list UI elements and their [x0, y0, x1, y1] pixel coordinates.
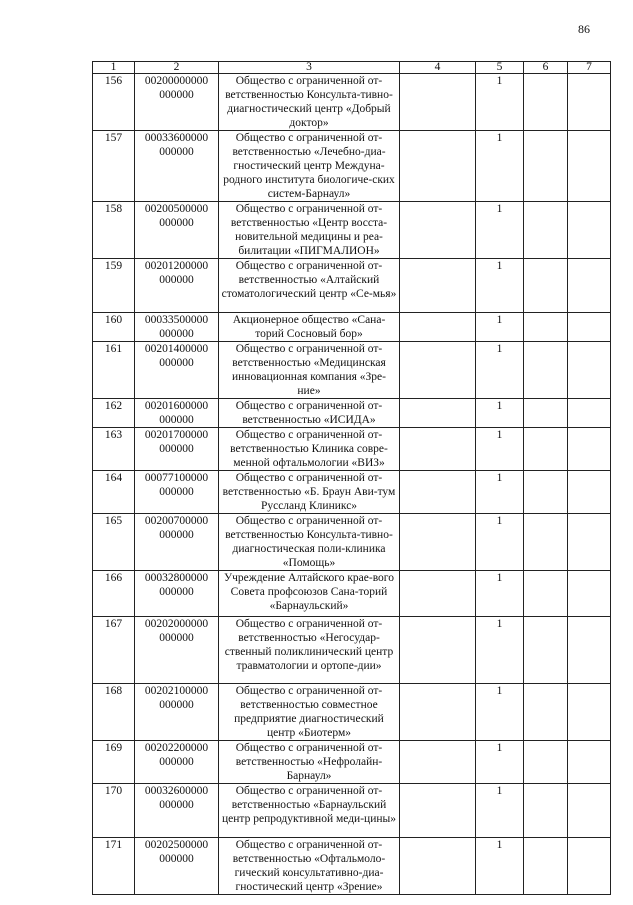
row-code: 00201600000 000000	[135, 399, 219, 428]
row-col5: 1	[476, 838, 524, 895]
row-col7	[568, 399, 611, 428]
table-row	[93, 259, 611, 313]
row-code: 00201200000 000000	[135, 259, 219, 313]
row-number: 164	[93, 471, 135, 514]
table-row	[93, 684, 611, 741]
row-number: 170	[93, 784, 135, 838]
row-number: 163	[93, 428, 135, 471]
row-col6	[524, 399, 568, 428]
header-row	[93, 62, 611, 74]
row-number: 167	[93, 617, 135, 684]
row-col7	[568, 514, 611, 571]
row-col4	[400, 784, 476, 838]
row-organization-name: Общество с ограниченной от-ветственностью «Барнаульский центр репродуктивной меди-цины»	[219, 784, 400, 838]
row-col7	[568, 202, 611, 259]
row-col4	[400, 684, 476, 741]
row-col5: 1	[476, 399, 524, 428]
row-col6	[524, 313, 568, 342]
row-organization-name: Общество с ограниченной от-ветственностью «Лечебно-диа-гностический центр Междуна-родного института биологиче-ских систем-Барнаул»	[219, 131, 400, 202]
row-col6	[524, 202, 568, 259]
row-col5: 1	[476, 471, 524, 514]
row-organization-name: Общество с ограниченной от-ветственностью «Центр восста-новительной медицины и реа-билитации «ПИГМАЛИОН»	[219, 202, 400, 259]
row-col4	[400, 741, 476, 784]
row-col4	[400, 202, 476, 259]
row-col7	[568, 617, 611, 684]
row-organization-name: Акционерное общество «Сана-торий Сосновый бор»	[219, 313, 400, 342]
row-col7	[568, 684, 611, 741]
row-col4	[400, 514, 476, 571]
table-row	[93, 313, 611, 342]
row-code: 00033500000 000000	[135, 313, 219, 342]
table-row	[93, 741, 611, 784]
row-col7	[568, 784, 611, 838]
row-code: 00202500000 000000	[135, 838, 219, 895]
row-col4	[400, 428, 476, 471]
row-code: 00201400000 000000	[135, 342, 219, 399]
row-code: 00202100000 000000	[135, 684, 219, 741]
column-header: 6	[524, 62, 568, 74]
row-col4	[400, 74, 476, 131]
row-col5: 1	[476, 259, 524, 313]
row-col5: 1	[476, 428, 524, 471]
table-row	[93, 571, 611, 617]
row-col5: 1	[476, 571, 524, 617]
row-col4	[400, 617, 476, 684]
row-number: 171	[93, 838, 135, 895]
row-col7	[568, 74, 611, 131]
row-number: 161	[93, 342, 135, 399]
row-col6	[524, 684, 568, 741]
row-col4	[400, 313, 476, 342]
row-col4	[400, 131, 476, 202]
row-code: 00201700000 000000	[135, 428, 219, 471]
row-col6	[524, 342, 568, 399]
row-col6	[524, 838, 568, 895]
table-row	[93, 784, 611, 838]
row-organization-name: Общество с ограниченной от-ветственностью «Медицинская инновационная компания «Зре-ние»	[219, 342, 400, 399]
row-number: 160	[93, 313, 135, 342]
row-organization-name: Общество с ограниченной от-ветственностью «Б. Браун Ави-тум Руссланд Клиникс»	[219, 471, 400, 514]
column-header: 4	[400, 62, 476, 74]
row-col4	[400, 838, 476, 895]
row-col5: 1	[476, 342, 524, 399]
row-col6	[524, 131, 568, 202]
row-organization-name: Общество с ограниченной от-ветственностью Консульта-тивно-диагностический центр «Добрый доктор»	[219, 74, 400, 131]
row-organization-name: Общество с ограниченной от-ветственностью «ИСИДА»	[219, 399, 400, 428]
row-code: 00200500000 000000	[135, 202, 219, 259]
row-number: 157	[93, 131, 135, 202]
row-col6	[524, 514, 568, 571]
row-organization-name: Общество с ограниченной от-ветственностью Клиника совре-менной офтальмологии «ВИЗ»	[219, 428, 400, 471]
table-row	[93, 617, 611, 684]
row-col5: 1	[476, 514, 524, 571]
row-organization-name: Общество с ограниченной от-ветственностью «Негосудар-ственный поликлинический центр травматологии и ортопе-дии»	[219, 617, 400, 684]
column-header: 7	[568, 62, 611, 74]
table-row	[93, 131, 611, 202]
row-col6	[524, 571, 568, 617]
row-col4	[400, 259, 476, 313]
row-number: 156	[93, 74, 135, 131]
table-row	[93, 74, 611, 131]
row-col5: 1	[476, 131, 524, 202]
table-row	[93, 202, 611, 259]
row-number: 166	[93, 571, 135, 617]
row-number: 158	[93, 202, 135, 259]
row-col7	[568, 838, 611, 895]
organizations-table	[92, 61, 611, 895]
row-col7	[568, 131, 611, 202]
row-col4	[400, 399, 476, 428]
row-organization-name: Общество с ограниченной от-ветственностью «Офтальмоло-гический консультативно-диа-гностический центр «Зрение»	[219, 838, 400, 895]
row-col5: 1	[476, 202, 524, 259]
row-col4	[400, 571, 476, 617]
table-row	[93, 342, 611, 399]
row-code: 00202200000 000000	[135, 741, 219, 784]
row-code: 00200000000 000000	[135, 74, 219, 131]
row-code: 00202000000 000000	[135, 617, 219, 684]
row-number: 162	[93, 399, 135, 428]
row-number: 165	[93, 514, 135, 571]
row-number: 159	[93, 259, 135, 313]
row-col7	[568, 571, 611, 617]
row-code: 00200700000 000000	[135, 514, 219, 571]
row-col5: 1	[476, 74, 524, 131]
row-col7	[568, 342, 611, 399]
column-header: 5	[476, 62, 524, 74]
page-number: 86	[578, 22, 590, 36]
table-row	[93, 471, 611, 514]
row-col6	[524, 617, 568, 684]
row-col7	[568, 259, 611, 313]
row-col5: 1	[476, 617, 524, 684]
row-col6	[524, 784, 568, 838]
row-organization-name: Общество с ограниченной от-ветственностью Консульта-тивно-диагностическая поли-клиника «Помощь»	[219, 514, 400, 571]
table-row	[93, 838, 611, 895]
row-col4	[400, 342, 476, 399]
table-row	[93, 514, 611, 571]
row-organization-name: Общество с ограниченной от-ветственностью «Нефролайн-Барнаул»	[219, 741, 400, 784]
row-organization-name: Общество с ограниченной от-ветственностью совместное предприятие диагностический центр «Биотерм»	[219, 684, 400, 741]
row-col6	[524, 259, 568, 313]
row-col4	[400, 471, 476, 514]
row-col7	[568, 428, 611, 471]
row-code: 00032800000 000000	[135, 571, 219, 617]
row-col6	[524, 428, 568, 471]
row-col7	[568, 313, 611, 342]
row-col7	[568, 741, 611, 784]
row-col5: 1	[476, 784, 524, 838]
row-number: 168	[93, 684, 135, 741]
column-header: 3	[219, 62, 400, 74]
row-organization-name: Общество с ограниченной от-ветственностью «Алтайский стоматологический центр «Се-мья»	[219, 259, 400, 313]
row-col6	[524, 74, 568, 131]
row-col5: 1	[476, 313, 524, 342]
row-col5: 1	[476, 741, 524, 784]
table-row	[93, 428, 611, 471]
column-header: 1	[93, 62, 135, 74]
table-row	[93, 399, 611, 428]
row-code: 00032600000 000000	[135, 784, 219, 838]
row-col6	[524, 471, 568, 514]
row-col7	[568, 471, 611, 514]
row-col5: 1	[476, 684, 524, 741]
row-number: 169	[93, 741, 135, 784]
row-organization-name: Учреждение Алтайского крае-вого Совета профсоюзов Сана-торий «Барнаульский»	[219, 571, 400, 617]
row-code: 00077100000 000000	[135, 471, 219, 514]
column-header: 2	[135, 62, 219, 74]
row-code: 00033600000 000000	[135, 131, 219, 202]
row-col6	[524, 741, 568, 784]
